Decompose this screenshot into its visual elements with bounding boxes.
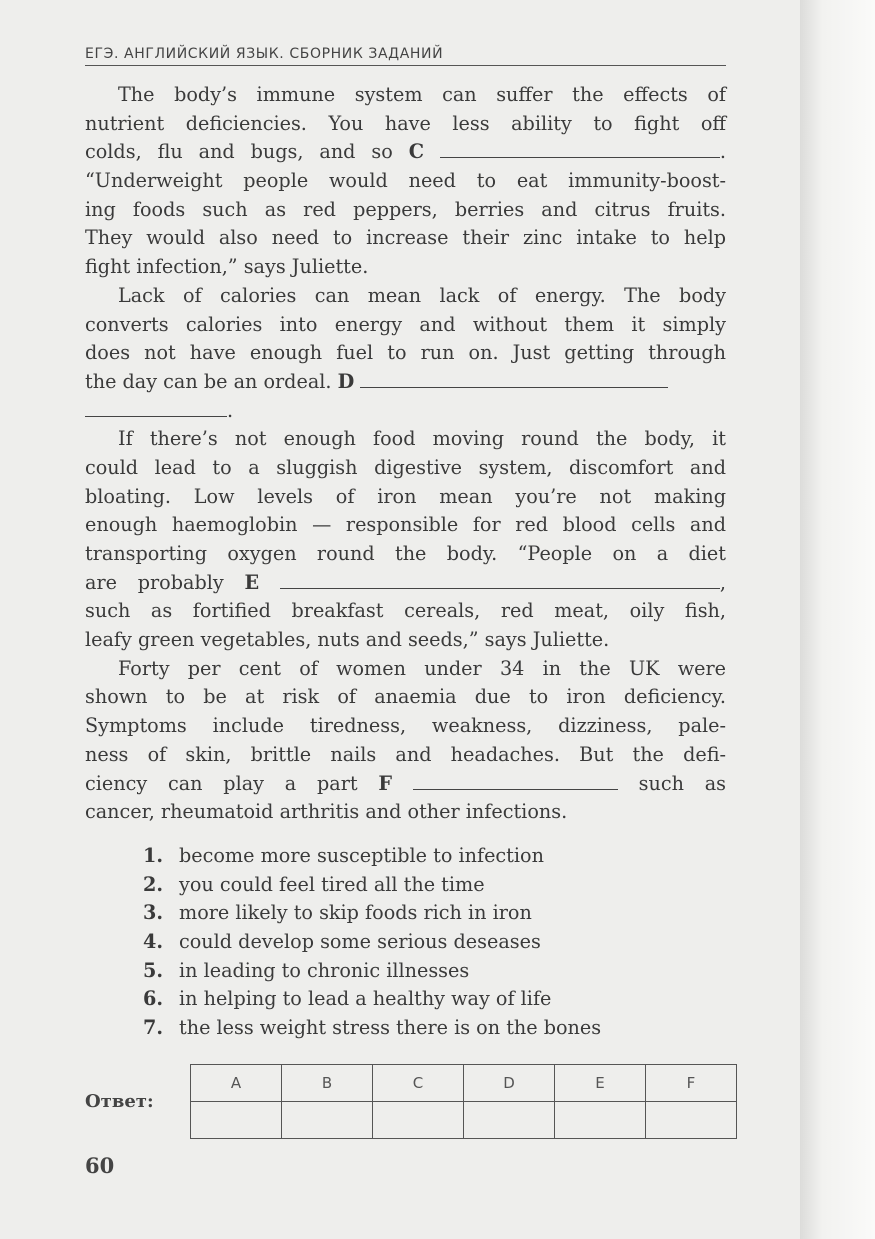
gap-f-blank[interactable] [413,772,618,790]
text-line: transporting oxygen round the body. “People on a diet [85,542,726,565]
text-line: fight infection,” says Juliette. [85,255,369,279]
text-line: bloating. Low levels of iron mean you’re not making [85,484,726,508]
list-item: 6. in helping to lead a healthy way of life [143,987,552,1011]
text-line: Forty per cent of women under 34 in the UK were [118,656,726,680]
list-item: 4. could develop some serious deseases [143,930,541,954]
page-number: 60 [85,1153,115,1178]
answer-header-row [191,1065,737,1102]
text-line-gap-c: colds, flu and bugs, and so C . [85,140,726,164]
answer-cell-b[interactable] [282,1102,373,1139]
text-line: They would also need to increase their zinc intake to help [85,226,726,250]
text-line: nutrient deficiencies. You have less ability to fight off [85,111,726,135]
answer-col-a: A [191,1065,282,1102]
answer-col-e: E [555,1065,646,1102]
answer-table [190,1064,737,1139]
text-body [85,81,726,827]
list-item: 5. in leading to chronic illnesses [143,958,470,982]
page-edge [800,0,875,1239]
answer-cell-f[interactable] [646,1102,737,1139]
text-line-gap-d: the day can be an ordeal. D [85,368,726,397]
answer-col-b: B [282,1065,373,1102]
text-line: such as fortified breakfast cereals, red meat, oily fish, [85,599,726,623]
answer-cell-c[interactable] [373,1102,464,1139]
answer-cell-d[interactable] [464,1102,555,1139]
answer-col-f: F [646,1065,737,1102]
text-line: shown to be at risk of anaemia due to iron deficiency. [85,685,726,709]
text-line: cancer, rheumatoid arthritis and other infections. [85,800,568,824]
text-line-gap-e: are probably E , [85,570,726,594]
text-line: Symptoms include tiredness, weakness, dizziness, pale- [85,714,726,738]
options-list [143,842,601,1043]
text-line: leafy green vegetables, nuts and seeds,” says Juliette. [85,628,610,652]
list-item: 1. become more susceptible to infection [143,844,544,867]
answer-cell-e[interactable] [555,1102,646,1139]
text-line: ing foods such as red peppers, berries and citrus fruits. [85,197,726,221]
list-item: 3. more likely to skip foods rich in iron [143,901,532,925]
text-line: does not have enough fuel to run on. Just getting through [85,341,726,365]
text-line: enough haemoglobin — responsible for red blood cells and [85,513,726,537]
answer-input-row [191,1102,737,1139]
gap-e-blank[interactable] [280,571,720,589]
gap-c-blank[interactable] [440,140,720,158]
gap-d-blank-cont[interactable] [85,399,227,417]
answer-col-d: D [464,1065,555,1102]
answer-col-c: C [373,1065,464,1102]
text-line: ness of skin, brittle nails and headaches. But the defi- [85,742,726,766]
list-item: 2. you could feel tired all the time [143,872,485,896]
text-line: converts calories into energy and without them it simply [85,312,726,336]
text-line: Lack of calories can mean lack of energy. The body [118,283,726,307]
gap-d-blank[interactable] [360,370,668,388]
text-line: could lead to a sluggish digestive system, discomfort and [85,455,726,479]
text-line: The body’s immune system can suffer the effects of [118,83,726,106]
answer-cell-a[interactable] [191,1102,282,1139]
text-line: If there’s not enough food moving round the body, it [118,427,726,451]
text-line-gap-f: ciency can play a part F such as [85,771,727,795]
text-line: “Underweight people would need to eat immunity-boost- [85,169,726,193]
page-header: ЕГЭ. АНГЛИЙСКИЙ ЯЗЫК. СБОРНИК ЗАДАНИЙ [85,46,726,66]
list-item: 7. the less weight stress there is on the bones [143,1016,602,1040]
answer-label: Ответ: [85,1091,154,1112]
text-line-gap-d-cont: . [85,397,726,426]
